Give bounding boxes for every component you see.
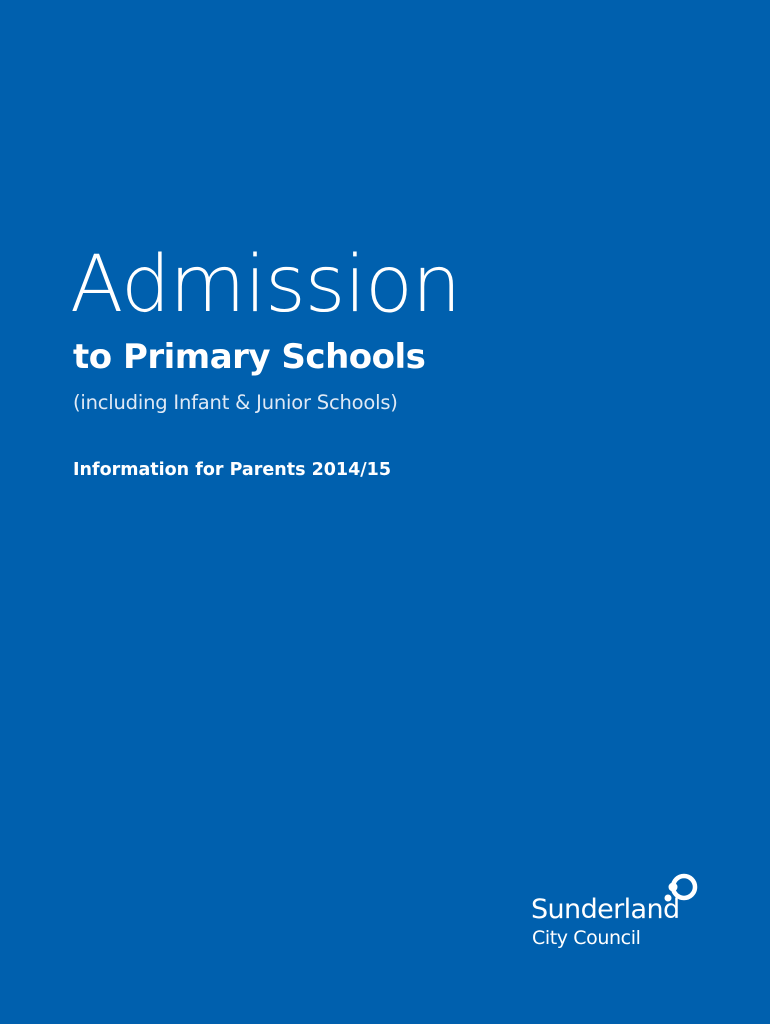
cover-subtitle: to Primary Schools <box>73 337 426 377</box>
cover-note: (including Infant & Junior Schools) <box>73 391 398 414</box>
cover-info: Information for Parents 2014/15 <box>73 460 392 480</box>
logo-name: Sunderland <box>531 894 680 925</box>
cover-title: Admission <box>70 240 461 330</box>
council-logo <box>530 872 710 962</box>
logo-sub: City Council <box>532 927 641 949</box>
